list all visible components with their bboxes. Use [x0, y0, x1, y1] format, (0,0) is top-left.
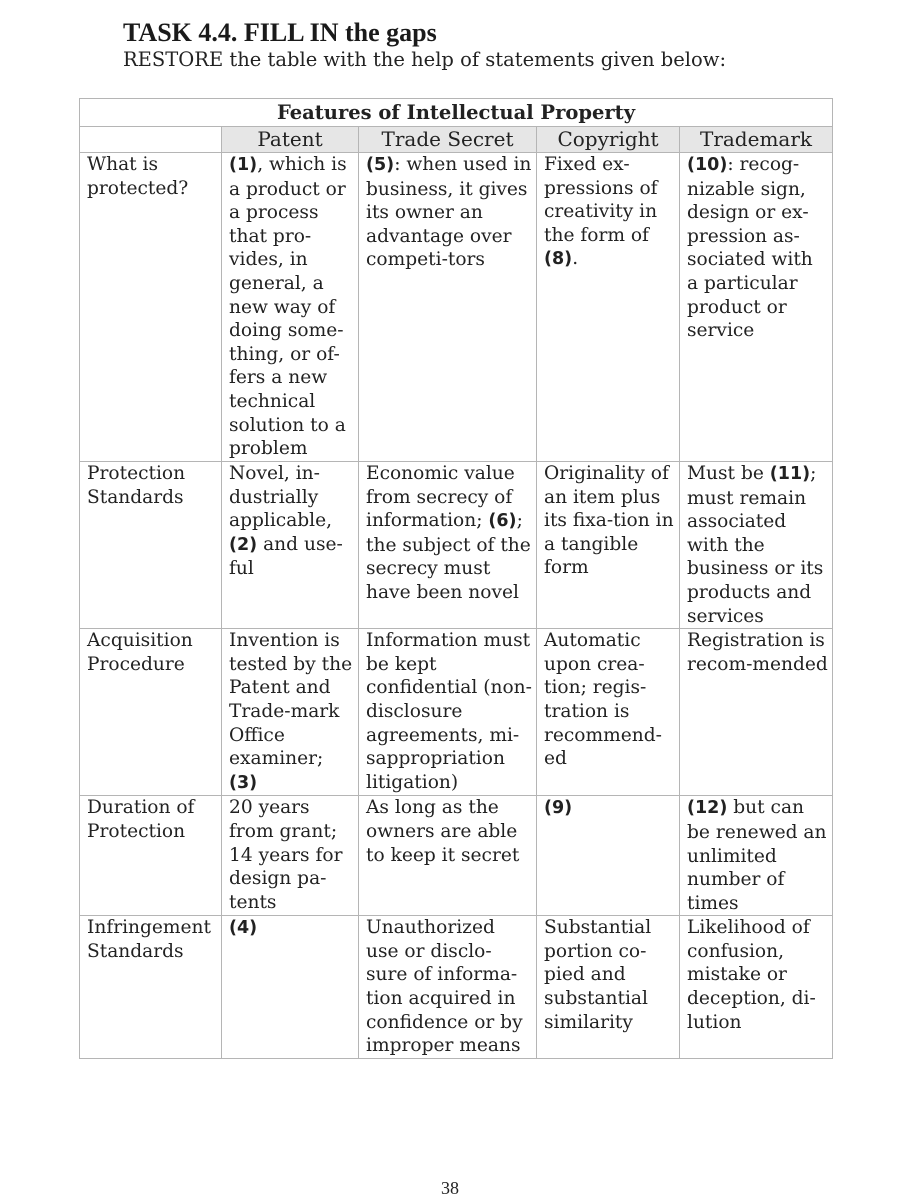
- gap-marker: (12): [687, 798, 728, 819]
- cell-what-is-protected-trade-secret: [359, 153, 537, 462]
- cell-text: Must be: [687, 463, 770, 484]
- row-header-what-is-protected: What is protected?: [80, 153, 222, 462]
- cell-text: Unauthorized use or disclo-sure of informa-tion acquired in confidence or by improper means: [366, 917, 523, 1057]
- cell-text: Automatic upon crea-tion; regis-tration is recommend-ed: [544, 630, 662, 770]
- row-header-protection-standards: Protection Standards: [80, 462, 222, 629]
- cell-infringement-standards-trade-secret: [359, 916, 537, 1059]
- intellectual-property-table: [79, 98, 833, 1059]
- cell-duration-of-protection-patent: [222, 796, 359, 916]
- cell-infringement-standards-trademark: [680, 916, 833, 1059]
- cell-text: Novel, in-dustrially applicable,: [229, 463, 333, 532]
- cell-text: As long as the owners are able to keep it secret: [366, 797, 520, 866]
- corner-cell: [80, 127, 222, 153]
- cell-acquisition-procedure-patent: [222, 629, 359, 796]
- cell-text: Economic value from secrecy of information;: [366, 463, 515, 532]
- column-header-copyright: Copyright: [537, 127, 680, 153]
- cell-duration-of-protection-trademark: [680, 796, 833, 916]
- gap-marker: (1): [229, 155, 258, 175]
- cell-text: and use-ful: [229, 533, 343, 580]
- cell-text: ; must remain associated with the business or its products and services: [687, 463, 824, 627]
- cell-text: 20 years from grant; 14 years for design pa-tents: [229, 797, 343, 913]
- cell-acquisition-procedure-trade-secret: [359, 629, 537, 796]
- table-row-acquisition-procedure: [80, 629, 833, 796]
- table-row-what-is-protected: [80, 153, 833, 462]
- cell-text: .: [572, 248, 579, 270]
- cell-text: Originality of an item plus its fixa-tion in a tangible form: [544, 463, 674, 579]
- cell-text: Registration is recom-mended: [687, 630, 828, 675]
- cell-protection-standards-copyright: [537, 462, 680, 629]
- gap-marker: (9): [544, 798, 573, 819]
- table-row-duration-of-protection: [80, 796, 833, 916]
- cell-text: Fixed ex-pressions of creativity in the form of: [544, 154, 658, 246]
- page-number: 38: [441, 1178, 459, 1198]
- cell-text: Invention is tested by the Patent and Trade-mark Office examiner;: [229, 630, 353, 770]
- cell-text: : when used in business, it gives its owner an advantage over competi-tors: [366, 154, 532, 271]
- cell-text: Substantial portion co-pied and substantial similarity: [544, 917, 652, 1033]
- cell-infringement-standards-copyright: [537, 916, 680, 1059]
- gap-marker: (10): [687, 155, 728, 175]
- cell-text: Likelihood of confusion, mistake or deception, di-lution: [687, 917, 816, 1033]
- cell-what-is-protected-patent: [222, 153, 359, 462]
- cell-text: but can be renewed an unlimited number of times: [687, 797, 827, 914]
- cell-what-is-protected-copyright: [537, 153, 680, 462]
- cell-duration-of-protection-trade-secret: [359, 796, 537, 916]
- table-title: Features of Intellectual Property: [80, 99, 833, 127]
- column-header-trade-secret: Trade Secret: [359, 127, 537, 153]
- cell-text: , which is a product or a process that pro-vides, in general, a new way of doing some-thing, or of-fers a new technical solution to a problem: [229, 154, 347, 460]
- cell-text: Information must be kept confidential (non-disclosure agreements, mi-sappropriation litigation): [366, 630, 532, 793]
- cell-text: : recog-nizable sign, design or ex-pression as-sociated with a particular product or service: [687, 154, 813, 342]
- cell-acquisition-procedure-trademark: [680, 629, 833, 796]
- table-body: [80, 153, 833, 1059]
- gap-marker: (8): [544, 249, 573, 270]
- column-header-patent: Patent: [222, 127, 359, 153]
- cell-protection-standards-trademark: [680, 462, 833, 629]
- column-header-trademark: Trademark: [680, 127, 833, 153]
- gap-marker: (3): [229, 772, 258, 793]
- gap-marker: (2): [229, 534, 258, 555]
- row-header-acquisition-procedure: Acquisition Procedure: [80, 629, 222, 796]
- table-row-protection-standards: [80, 462, 833, 629]
- gap-marker: (4): [229, 918, 258, 939]
- cell-acquisition-procedure-copyright: [537, 629, 680, 796]
- table-row-infringement-standards: [80, 916, 833, 1059]
- cell-what-is-protected-trademark: [680, 153, 833, 462]
- cell-protection-standards-trade-secret: [359, 462, 537, 629]
- gap-marker: (5): [366, 155, 395, 175]
- row-header-infringement-standards: Infringement Standards: [80, 916, 222, 1059]
- gap-marker: (11): [769, 464, 811, 484]
- row-header-duration-of-protection: Duration of Protection: [80, 796, 222, 916]
- cell-infringement-standards-patent: [222, 916, 359, 1059]
- gap-marker: (6): [488, 511, 517, 532]
- task-title: TASK 4.4. FILL IN the gaps: [123, 18, 437, 47]
- cell-text: ; the subject of the secrecy must have been novel: [366, 510, 531, 603]
- task-instruction: RESTORE the table with the help of statements given below:: [123, 48, 727, 71]
- cell-duration-of-protection-copyright: [537, 796, 680, 916]
- cell-protection-standards-patent: [222, 462, 359, 629]
